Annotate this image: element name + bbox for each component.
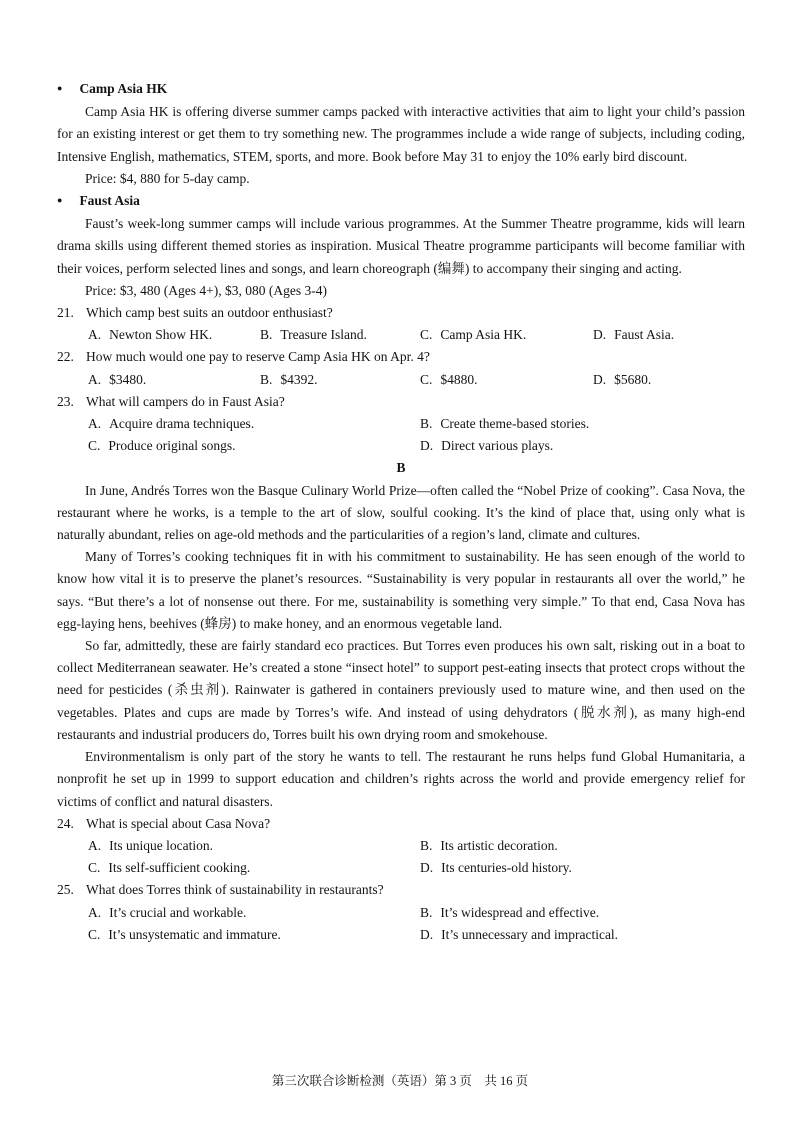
option-d (593, 324, 745, 346)
option-letter: B. (420, 837, 433, 853)
option-letter: A. (88, 904, 102, 920)
question-number: 21. (57, 305, 74, 321)
question-text: How much would one pay to reserve Camp Asia HK on Apr. 4? (86, 349, 430, 365)
question-text: What does Torres think of sustainability in restaurants? (86, 882, 384, 898)
question-24 (57, 813, 745, 880)
question-line (57, 813, 745, 835)
options-grid (57, 369, 745, 391)
exam-content (57, 78, 745, 946)
option-letter: D. (593, 371, 607, 387)
question-text: What is special about Casa Nova? (86, 815, 271, 831)
listing-body: Camp Asia HK is offering diverse summer camps packed with interactive activities that aim to light your child’s passion for an existing interest or get them to try something new. The programmes include a wide range of subjects, including coding, Intensive English, mathematics, STEM, sports, and more. Book before May 31 to enjoy the 10% early bird discount. (57, 104, 745, 164)
option-letter: D. (420, 438, 434, 454)
option-letter: D. (420, 926, 434, 942)
listing-body: Faust’s week-long summer camps will include various programmes. At the Summer Theatre programme, kids will learn drama skills using different themed stories as inspiration. Musical Theatre programme participants will become familiar with their voices, perform selected lines and songs, and learn choreograph (编舞) to accompany their singing and acting. (57, 216, 745, 276)
option-text: Camp Asia HK. (440, 327, 527, 343)
option-text: Treasure Island. (280, 327, 367, 343)
bullet-icon: ● (57, 83, 63, 93)
option-text: $3480. (109, 371, 147, 387)
option-text: Its self-sufficient cooking. (108, 860, 251, 876)
bullet-icon: ● (57, 195, 63, 206)
option-d (593, 369, 745, 391)
option-d (420, 435, 745, 457)
options-grid (57, 902, 745, 946)
passage-paragraph-4: Environmentalism is only part of the story he wants to tell. The restaurant he runs helps fund Global Humanitaria, a nonprofit he set up in 1999 to support education and children’s rights across the world and provide emergency relief for victims of conflict and natural disasters. (57, 749, 745, 809)
option-b (420, 413, 745, 435)
option-text: Produce original songs. (108, 438, 236, 454)
question-number: 25. (57, 882, 74, 898)
option-text: It’s unsystematic and immature. (108, 926, 281, 942)
question-line (57, 391, 745, 413)
option-letter: B. (260, 327, 273, 343)
option-text: It’s crucial and workable. (109, 904, 247, 920)
option-letter: C. (420, 327, 433, 343)
passage-paragraph-1: In June, Andrés Torres won the Basque Culinary World Prize—often called the “Nobel Prize of cooking”. Casa Nova, the restaurant where he works, is a temple to the art of slow, soulful cooking. It’s the kind of place that, using only what is naturally abundant, relies on age-old methods and the particularities of a region’s land, climate and cultures. (57, 482, 745, 543)
option-letter: C. (88, 860, 101, 876)
options-grid (57, 413, 745, 457)
option-a (88, 324, 260, 346)
option-letter: B. (420, 904, 433, 920)
question-line (57, 879, 745, 901)
option-letter: C. (88, 438, 101, 454)
price-line: Price: $3, 480 (Ages 4+), $3, 080 (Ages 3-4) (85, 282, 327, 298)
question-number: 24. (57, 815, 74, 831)
option-text: Create theme-based stories. (440, 416, 590, 432)
price-line: Price: $4, 880 for 5-day camp. (85, 170, 250, 186)
option-text: It’s widespread and effective. (440, 904, 600, 920)
option-c (88, 435, 420, 457)
option-b (260, 324, 420, 346)
option-b (260, 369, 420, 391)
option-a (88, 369, 260, 391)
option-a (88, 413, 420, 435)
option-b (420, 835, 745, 857)
option-text: $5680. (614, 371, 652, 387)
option-text: It’s unnecessary and impractical. (441, 926, 619, 942)
option-letter: D. (420, 860, 434, 876)
option-text: $4880. (440, 371, 478, 387)
listing-title-row-camp-asia (57, 78, 745, 101)
option-d (420, 857, 745, 879)
option-text: Its artistic decoration. (440, 837, 558, 853)
question-number: 22. (57, 349, 74, 365)
option-text: Faust Asia. (614, 327, 675, 343)
option-c (88, 857, 420, 879)
option-c (88, 924, 420, 946)
listing-title-row-faust-asia (57, 190, 745, 213)
option-b (420, 902, 745, 924)
listing-title: Camp Asia HK (79, 81, 168, 96)
options-grid (57, 835, 745, 879)
option-text: $4392. (280, 371, 318, 387)
option-letter: D. (593, 327, 607, 343)
option-letter: A. (88, 371, 102, 387)
option-letter: B. (260, 371, 273, 387)
section-b-label: B (396, 460, 406, 476)
question-21 (57, 302, 745, 346)
question-line (57, 346, 745, 368)
option-text: Its centuries-old history. (441, 860, 572, 876)
option-letter: C. (88, 926, 101, 942)
question-25 (57, 879, 745, 946)
question-line (57, 302, 745, 324)
option-a (88, 835, 420, 857)
option-c (420, 369, 593, 391)
question-23 (57, 391, 745, 458)
options-grid (57, 324, 745, 346)
question-text: What will campers do in Faust Asia? (86, 393, 285, 409)
page-footer: 第三次联合诊断检测（英语）第 3 页 共 16 页 (271, 1074, 529, 1088)
option-text: Its unique location. (109, 837, 213, 853)
question-text: Which camp best suits an outdoor enthusiast? (86, 305, 333, 321)
listing-title: Faust Asia (79, 193, 140, 209)
passage-paragraph-2: Many of Torres’s cooking techniques fit in with his commitment to sustainability. He has seen enough of the world to know how vital it is to preserve the planet’s resources. “Sustainability is very popular in restaurants all over the world,” he says. “But there’s a lot of nonsense out there. For me, sustainability is something very simple.” To that end, Casa Nova has egg-laying hens, beehives (蜂房) to make honey, and an enormous vegetable land. (57, 549, 745, 631)
option-letter: C. (420, 371, 433, 387)
question-number: 23. (57, 393, 74, 409)
option-d (420, 924, 745, 946)
option-text: Acquire drama techniques. (109, 416, 255, 432)
option-text: Newton Show HK. (109, 327, 213, 343)
option-letter: A. (88, 837, 102, 853)
option-c (420, 324, 593, 346)
passage-paragraph-3: So far, admittedly, these are fairly standard eco practices. But Torres even produces his own salt, risking out in a boat to collect Mediterranean seawater. He’s created a stone “insect hotel” to support pest-eating insects that protect crops without the need for pesticides (杀虫剂). Rainwater is gathered in containers previously used to mature wine, and then used on the vegetables. Plates and cups are made by Torres’s wife. And instead of using dehydrators (脱水剂), as many high-end restaurants and industrial producers do, Torres built his own drying room and smokehouse. (57, 638, 745, 742)
option-letter: A. (88, 327, 102, 343)
option-a (88, 902, 420, 924)
option-letter: A. (88, 416, 102, 432)
option-letter: B. (420, 416, 433, 432)
question-22 (57, 346, 745, 390)
option-text: Direct various plays. (441, 438, 554, 454)
